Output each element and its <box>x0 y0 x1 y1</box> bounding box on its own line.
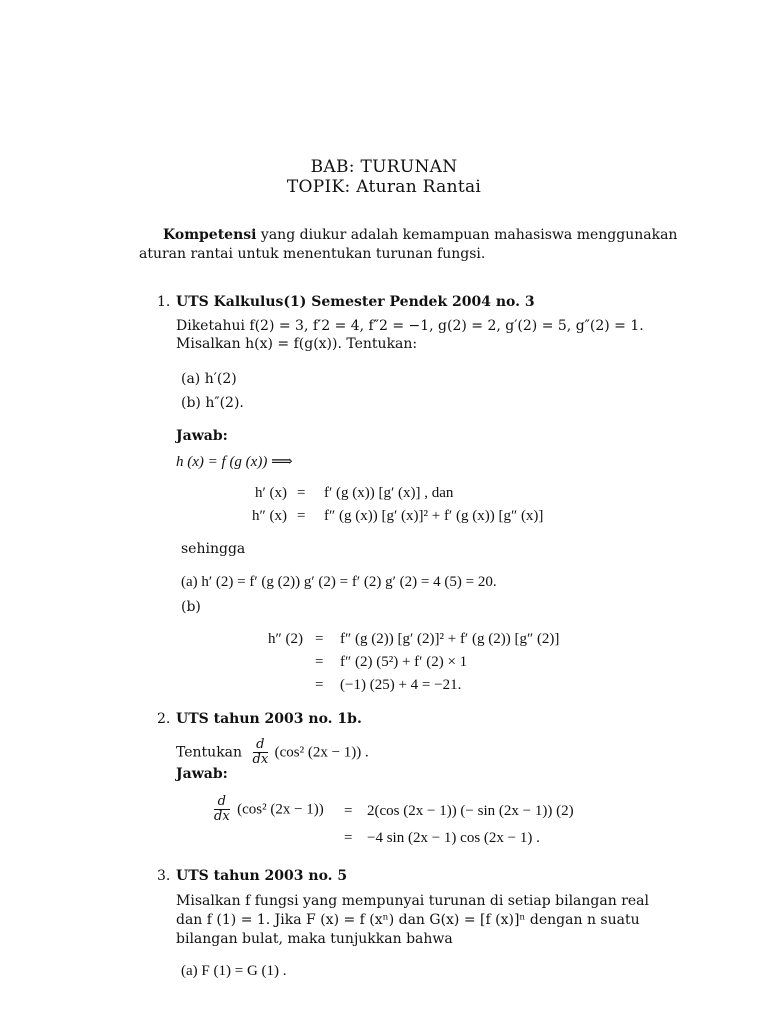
intro-text-1: yang diukur adalah kemampuan mahasiswa menggunakan <box>260 227 678 243</box>
b3-equals: = <box>315 677 324 693</box>
problem-2-jawab: Jawab: <box>176 766 228 782</box>
p2-eq1-rhs: 2(cos (2x − 1)) (− sin (2x − 1)) (2) <box>367 803 574 819</box>
problem-3-line-3: bilangan bulat, maka tunjukkan bahwa <box>176 931 453 947</box>
p2-eq1-equals: = <box>344 803 353 819</box>
problem-2-lhs <box>214 795 324 824</box>
lhs-derivative-denominator: dx <box>214 809 230 824</box>
eq1-equals: = <box>297 485 306 501</box>
derivative-denominator: dx <box>252 752 269 767</box>
eq1-lhs: h′ (x) <box>254 485 287 501</box>
problem-3-number: 3. <box>157 868 171 884</box>
lhs-derivative-operator <box>214 795 230 824</box>
problem-1-title: UTS Kalkulus(1) Semester Pendek 2004 no. 3 <box>176 294 535 310</box>
intro-line-1 <box>163 227 677 243</box>
b3-rhs: (−1) (25) + 4 = −21. <box>340 677 462 693</box>
intro-bold: Kompetensi <box>163 227 257 243</box>
p2-eq2-equals: = <box>344 830 353 846</box>
eq2-equals: = <box>297 508 306 524</box>
problem-1-given-2: Misalkan h(x) = f(g(x)). Tentukan: <box>176 336 418 352</box>
problem-1-sehingga: sehingga <box>181 541 246 557</box>
problem-1-number: 1. <box>157 294 171 310</box>
b1-equals: = <box>315 631 324 647</box>
problem-1-definition: h (x) = f (g (x)) ⟹ <box>176 454 293 470</box>
b2-equals: = <box>315 654 324 670</box>
problem-3-part-a: (a) F (1) = G (1) . <box>181 963 287 979</box>
derivative-numerator: d <box>253 738 269 753</box>
derivative-operator <box>253 738 269 767</box>
lhs-derivative-numerator: d <box>214 795 230 810</box>
problem-2-lhs-expression: (cos² (2x − 1)) <box>237 801 324 818</box>
problem-2-title: UTS tahun 2003 no. 1b. <box>176 711 362 727</box>
intro-line-2: aturan rantai untuk menentukan turunan fungsi. <box>139 246 486 262</box>
problem-3-title: UTS tahun 2003 no. 5 <box>176 868 348 884</box>
problem-3-line-1: Misalkan f fungsi yang mempunyai turunan di setiap bilangan real <box>176 893 649 909</box>
topic-title: TOPIK: Aturan Rantai <box>286 177 482 197</box>
problem-1-part-b: (b) h″(2). <box>181 395 244 411</box>
problem-1-answer-b-label: (b) <box>181 599 201 615</box>
problem-1-part-a: (a) h′(2) <box>181 371 237 387</box>
b1-rhs: f″ (g (2)) [g′ (2)]² + f′ (g (2)) [g″ (2)] <box>340 631 560 647</box>
problem-1-jawab: Jawab: <box>176 428 228 444</box>
problem-2-expression: (cos² (2x − 1)) . <box>274 744 369 761</box>
b2-rhs: f″ (2) (5²) + f′ (2) × 1 <box>340 654 468 670</box>
eq1-rhs: f′ (g (x)) [g′ (x)] , dan <box>324 485 454 501</box>
problem-3-line-2: dan f (1) = 1. Jika F (x) = f (xⁿ) dan G(x) = [f (x)]ⁿ dengan n suatu <box>176 912 640 928</box>
problem-2-question <box>176 738 369 767</box>
chapter-title: BAB: TURUNAN <box>310 157 458 177</box>
eq2-rhs: f″ (g (x)) [g′ (x)]² + f′ (g (x)) [g″ (x)] <box>324 508 544 524</box>
problem-1-given-1: Diketahui f(2) = 3, f′2 = 4, f″2 = −1, g(2) = 2, g′(2) = 5, g″(2) = 1. <box>176 318 644 334</box>
eq2-lhs: h″ (x) <box>252 508 287 524</box>
p2-eq2-rhs: −4 sin (2x − 1) cos (2x − 1) . <box>367 830 540 846</box>
problem-2-number: 2. <box>157 711 171 727</box>
problem-1-answer-a: (a) h′ (2) = f′ (g (2)) g′ (2) = f′ (2) g′ (2) = 4 (5) = 20. <box>181 574 497 590</box>
b1-lhs: h″ (2) <box>268 631 303 647</box>
problem-2-tentukan: Tentukan <box>176 744 243 761</box>
